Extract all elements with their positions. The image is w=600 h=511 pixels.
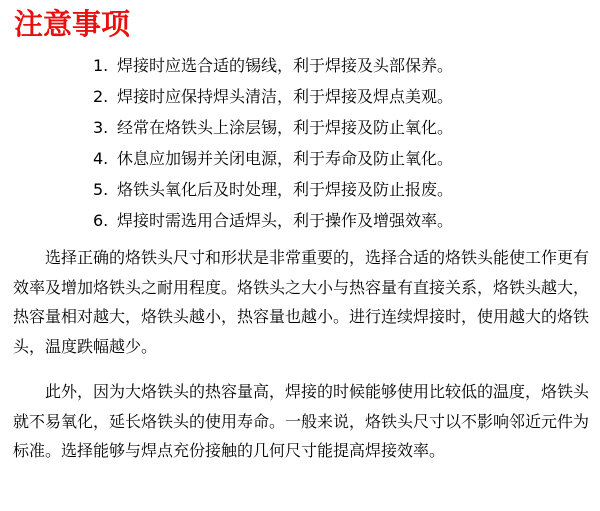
note-number: 4. (93, 149, 109, 168)
note-item (93, 147, 453, 178)
body-paragraph: 选择正确的烙铁头尺寸和形状是非常重要的，选择合适的烙铁头能使工作更有效率及增加烙铁头之耐用程度。烙铁头之大小与热容量有直接关系，烙铁头越大，热容量相对越大，烙铁头越小，热容量也越小。进行连续焊接时，使用越大的烙铁头，温度跌幅越少。 (13, 248, 590, 356)
body-paragraph: 此外，因为大烙铁头的热容量高，焊接的时候能够使用比较低的温度，烙铁头就不易氧化，延长烙铁头的使用寿命。一般来说，烙铁头尺寸以不影响邻近元件为标准。选择能够与焊点充份接触的几何尺寸能提高焊接效率。 (13, 382, 590, 460)
note-number: 6. (93, 211, 109, 230)
note-item (93, 54, 453, 85)
note-text: 焊接时应选合适的锡线，利于焊接及头部保养。 (117, 56, 454, 75)
note-item (93, 116, 453, 147)
note-number: 2. (93, 87, 109, 106)
note-text: 烙铁头氧化后及时处理，利于焊接及防止报废。 (117, 180, 454, 199)
note-item (93, 85, 453, 116)
page-title: 注意事项 (14, 7, 131, 41)
note-text: 焊接时应保持焊头清洁，利于焊接及焊点美观。 (117, 87, 454, 106)
note-item (93, 209, 453, 240)
notes-list (93, 54, 453, 240)
note-item (93, 178, 453, 209)
note-text: 经常在烙铁头上涂层锡，利于焊接及防止氧化。 (117, 118, 454, 137)
note-text: 休息应加锡并关闭电源，利于寿命及防止氧化。 (117, 149, 454, 168)
note-number: 1. (93, 56, 109, 75)
note-number: 3. (93, 118, 109, 137)
note-text: 焊接时需选用合适焊头，利于操作及增强效率。 (117, 211, 454, 230)
note-number: 5. (93, 180, 109, 199)
